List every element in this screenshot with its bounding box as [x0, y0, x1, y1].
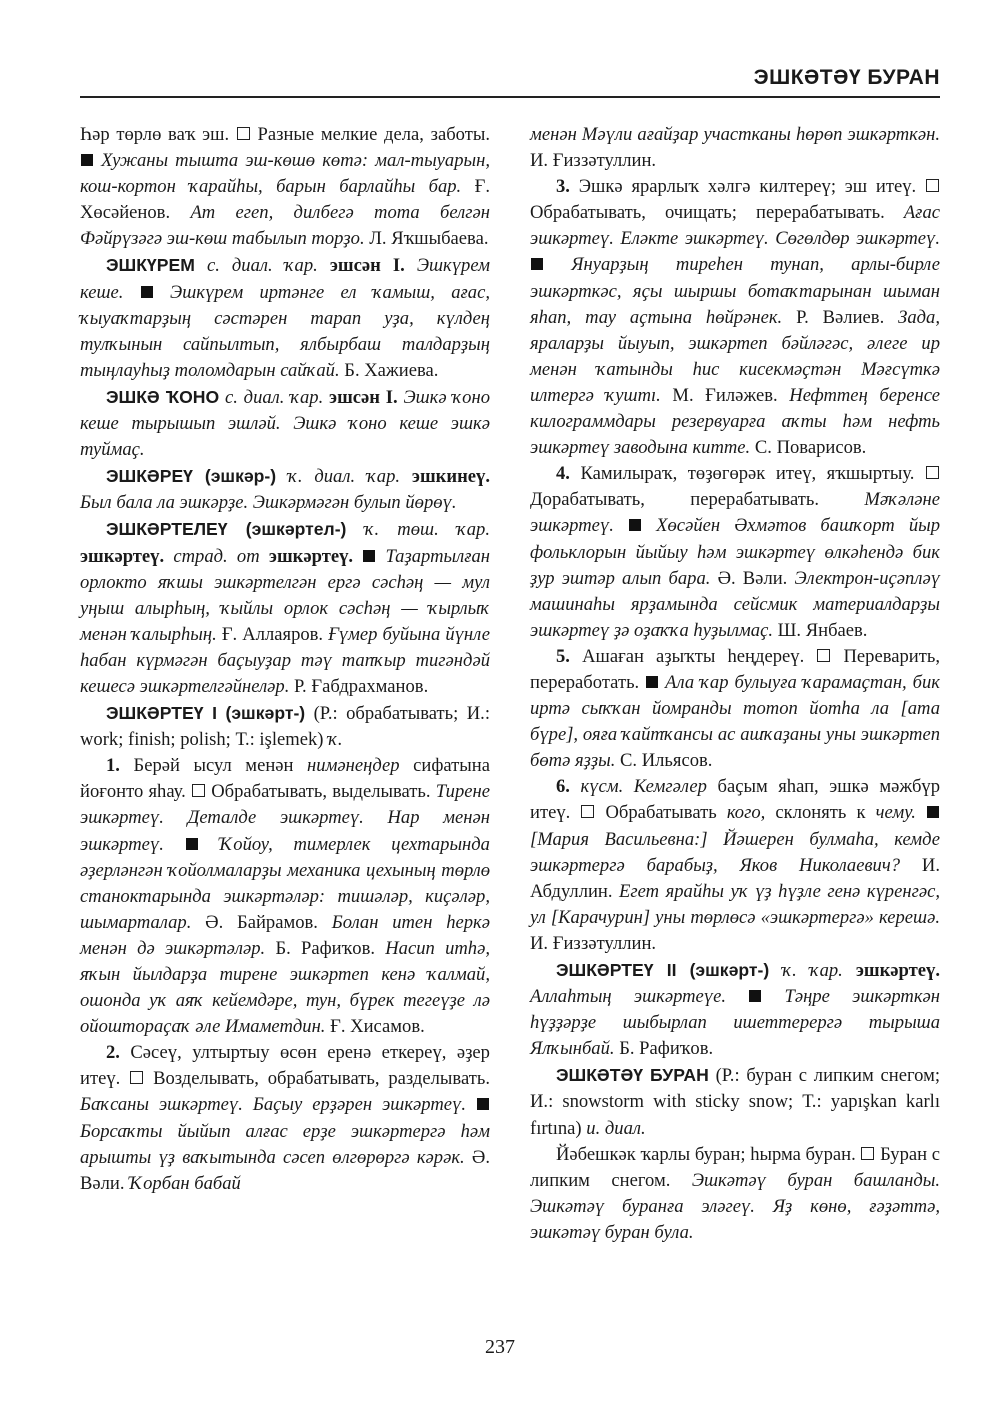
entry-eshketeu-buran-definition: Йәбешкәк ҡарлы буран; һырма буран. Буран с липким снегом. Эшкәтәү буран башланды. Эшкәтәү буранға эләгеү. Яҙ көнө, ғәҙәттә, эшкәтәү буран була.	[530, 1143, 940, 1243]
russian-translation-square-icon	[926, 466, 939, 479]
sense-1: 1. Берәй ысул менән нимәнеңдер сифатына йоғонто яһау. Обрабатывать, выделывать. Тирене эшкәртеү. Деталде эшкәртеү. Нар менән эшкәртеү. Ҡойоу, тимерлек цехтарында әҙерләнгән ҡойолмаларҙы механика цехының төрлө станоктарында эшкәртәләр: тишәләр, киҫәләр, шымарталар. Ә. Байрамов. Болан итен һеркә менән дә эшкәртәләр. Б. Рафиҡов. Насип итһә, яҡын йылдарҙа тирене эшкәртеп кенә ҡалмай, ошонда уҡ аяҡ кейемдәре, тун, бүрек тегеүҙе лә ойоштораҫаҡ әле Имаметдин. Ғ. Хисамов.	[80, 755, 491, 1038]
sense-3: 3. Эшкә ярарлыҡ хәлгә килтереү; эш итеү. Обрабатывать, очищать; перерабатывать. Ағас эшкәртеү. Еләкте эшкәртеү. Сөгөлдөр эшкәртеү. Януарҙың тиреһен тунап, арлы-бирле эшкәрткәс, яҫы шыршы ботаҡтарынан шыман яһап, тау аҫтына һөйрәнек. Р. Вәлиев. Зада, яраларҙы йыуып, эшкәртеп бәйләгәс, әлеге ир менән ҡатынды һис кисекмәҫтән Мәғсүткә илтергә ҡуштı. М. Ғиләжев. Нефттең беренсе килограммдары резервуарға аҡты һәм нефть эшкәртеү заводына китте. С. Поварисов.	[530, 176, 941, 459]
page-number: 237	[485, 1336, 515, 1358]
example-black-square-icon	[186, 838, 198, 850]
entry-continuation: Һәр төрлө ваҡ эш. Разные мелкие дела, заботы. Хужаны тышта эш-көшө көтә: мал-тыуарын, кош-кортон ҡарайһы, барын барлайһы бар. Ғ. Хөсәйенов. Ат егеп, дилбегә тота белгән Фәйрүзәгә эш-көш табылып торҙо. Л. Яҡшыбаева.	[80, 124, 491, 250]
headword: ЭШКӘРТЕҮ II	[556, 960, 677, 980]
sense-2-continuation: менән Мәүли ағайҙар участканы һөрөп эшкәрткән. И. Ғиззәтуллин.	[530, 124, 940, 172]
example-black-square-icon	[141, 286, 153, 298]
entry-eshkurem: ЭШКҮРЕМ с. диал. ҡар. эшсән I. Эшкүрем кеше. Эшкүрем иртәнге ел ҡамыш, ағас, ҡыуаҡтарҙың сәстәрен тарап уҙа, күлдең тулҡынын сайпылтып, ялбырбаш талдарҙың тыңлауһыҙ толомдарын сайҡай. Б. Хажиева.	[80, 255, 491, 381]
example-black-square-icon	[363, 550, 375, 562]
entry-eshke-kono: ЭШКӘ ҠОНО с. диал. ҡар. эшсән I. Эшкә ҡоно кеше тырышып эшләй. Эшкә ҡоно кеше эшкә туймаҫ.	[80, 386, 490, 461]
russian-translation-square-icon	[817, 649, 830, 662]
headword: ЭШКӘРТЕЛЕҮ	[106, 519, 228, 540]
entry-eshkerteu-1: ЭШКӘРТЕҮ I (эшкәрт-) (Р.: обрабатывать; И.: work; finish; polish; Т.: işlemek) ҡ.	[80, 703, 490, 751]
russian-translation-square-icon	[192, 784, 205, 797]
entry-eshkerteu-2: ЭШКӘРТЕҮ II (эшкәрт-) ҡ. ҡар. эшкәртеү. Аллаһтың эшкәртеүе. Тәңре эшкәрткән һүҙҙәрҙе шыбырлап ишеттерергә тырыша Ялҡынбай. Б. Рафиҡов.	[530, 960, 941, 1060]
left-column	[80, 122, 490, 1197]
russian-translation-square-icon	[581, 805, 594, 818]
russian-translation-square-icon	[926, 179, 939, 192]
right-column	[530, 122, 940, 1246]
russian-translation-square-icon	[130, 1071, 143, 1084]
example-black-square-icon	[477, 1098, 489, 1110]
headword: ЭШКӘТӘҮ БУРАН	[556, 1065, 709, 1086]
example-black-square-icon	[749, 990, 761, 1002]
headword: ЭШКҮРЕМ	[106, 255, 195, 276]
sense-2: 2. Сәсеү, ултыртыу өсөн еренә еткереү, әҙер итеү. Возделывать, обрабатывать, разделывать. Баҡсаны эшкәртеү. Баҫыу ерҙәрен эшкәртеү. Борсаҡты йыйып алғас ерҙе эшкәртергә һәм арышты үҙ ваҡытында сәсеп өлгөрөргә кәрәк. Ә. Вәли. Ҡорбан бабай	[80, 1042, 490, 1194]
example-black-square-icon	[81, 154, 93, 166]
russian-translation-square-icon	[861, 1147, 874, 1160]
example-black-square-icon	[646, 676, 658, 688]
sense-4: 4. Камилыраҡ, төҙөгөрәк итеү, яҡшыртыу. Дорабатывать, перерабатывать. Мәҡәләне эшкәртеү. Хөсәйен Әхмәтов башҡорт йыр фольклорын йыйыу һәм эшкәртеү өлкәһендә бик ҙур эштәр алып бара. Ә. Вәли. Электрон-иҫәпләү машинаһы ярҙамында сейсмик материалдарҙы эшкәртеү ҙә оҙаҡҡа һуҙылмаҫ. Ш. Янбаев.	[530, 463, 941, 641]
example-black-square-icon	[629, 519, 641, 531]
sense-5: 5. Ашаған аҙыҡты һеңдереү. Переварить, переработать. Ала ҡар булыуға ҡарамаҫтан, бик иртә сыҡҡан йомранды тотоп йотһа ла [ата бүре], ояға ҡайтҡансы ас ашҡаҙаны уны эшкәртеп бөтә яҙҙы. С. Ильясов.	[530, 645, 940, 772]
entry-eshkereu: ЭШКӘРЕҮ (эшкәр-) ҡ. диал. ҡар. эшкинеү. Был бала ла эшкәрҙе. Эшкәрмәгән булып йөрөү.	[80, 466, 490, 514]
russian-translation-square-icon	[237, 127, 250, 140]
running-header	[80, 60, 940, 98]
headword: ЭШКӘ ҠОНО	[106, 386, 220, 407]
headword: ЭШКӘРЕҮ	[106, 466, 193, 487]
headword: ЭШКӘРТЕҮ I	[106, 703, 218, 724]
example-black-square-icon	[531, 258, 543, 270]
header-title: ЭШКӘТӘҮ БУРАН	[753, 66, 940, 89]
entry-eshkerteleu: ЭШКӘРТЕЛЕҮ (эшкәртел-) ҡ. төш. ҡар. эшкәртеү. страд. от эшкәртеү. Таҙартылған орлокто яҡшы эшкәртелгән ергә сәсһәң — мул уңыш алырһың, ҡыйлы орлок сәсһәң — ҡырлыҡ менән ҡалырһың. Ғ. Аллаяров. Ғүмер буйына йүнле һабан күрмәгән баҫыуҙар тәү тапҡыр тигәндәй кешесә эшкәртелгәйнеләр. Р. Ғабдрахманов.	[80, 519, 490, 697]
example-black-square-icon	[927, 806, 939, 818]
entry-eshketeu-buran: ЭШКӘТӘҮ БУРАН (Р.: буран с липким снегом; И.: snowstorm with sticky snow; Т.: yapışkan karlı fırtına) и. диал.	[530, 1065, 940, 1139]
sense-6: 6. күсм. Кемгәлер баҫым яһап, эшкә мәжбүр итеү. Обрабатывать кого, склонять к чему. [Мария Васильевна:] Йәшерен булмаһа, кемде эшкәртергә барабыҙ, Яков Николаевич? И. Абдуллин. Егет ярайһы уҡ үҙ һүҙле генә күренгәс, ул [Карачурин] уны төрлөсә «эшкәртергә» керешә. И. Ғиззәтуллин.	[530, 776, 940, 954]
